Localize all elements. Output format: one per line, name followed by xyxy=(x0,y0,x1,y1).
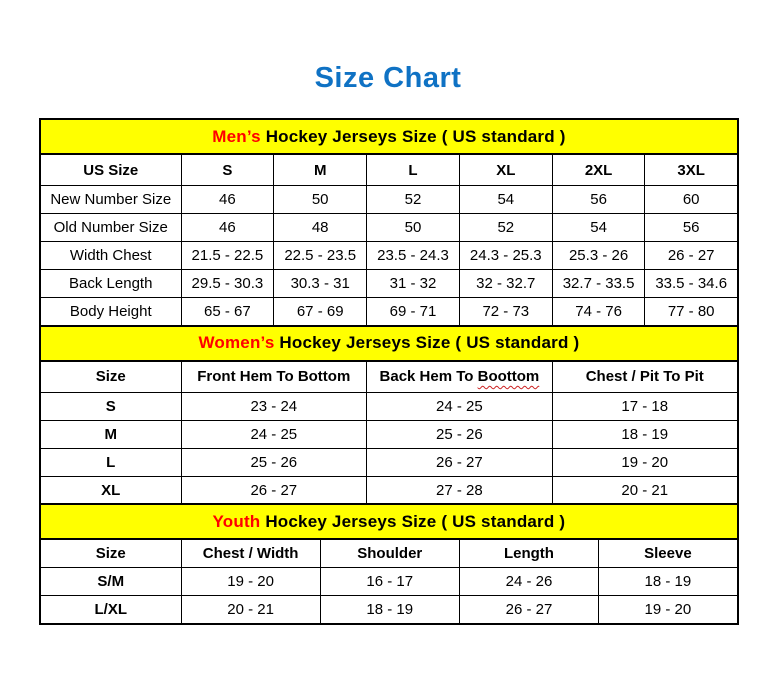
size-value: 27 - 28 xyxy=(367,476,553,505)
womens-size-table xyxy=(39,325,739,506)
size-value: 24.3 - 25.3 xyxy=(459,242,552,270)
size-tables-container xyxy=(39,118,737,625)
size-value: 77 - 80 xyxy=(645,298,738,327)
size-value: 30.3 - 31 xyxy=(274,270,367,298)
row-label: S xyxy=(40,392,181,420)
column-header-back-hem xyxy=(367,361,553,393)
table-row-youth-lxl xyxy=(40,596,738,625)
size-value: 20 - 21 xyxy=(181,596,320,625)
column-header-s: S xyxy=(181,154,274,186)
size-value: 52 xyxy=(367,186,460,214)
column-header-size: Size xyxy=(40,539,181,568)
column-header-m: M xyxy=(274,154,367,186)
row-label: XL xyxy=(40,476,181,505)
mens-section-title-accent: Men’s xyxy=(212,126,261,146)
size-value: 33.5 - 34.6 xyxy=(645,270,738,298)
size-value: 32 - 32.7 xyxy=(459,270,552,298)
size-value: 29.5 - 30.3 xyxy=(181,270,274,298)
youth-section-title xyxy=(40,504,738,539)
table-row-old-number-size xyxy=(40,214,738,242)
back-hem-label-prefix: Back Hem To xyxy=(379,368,478,385)
size-value: 23 - 24 xyxy=(181,392,367,420)
column-header-chest-pit: Chest / Pit To Pit xyxy=(552,361,738,393)
table-row-body-height xyxy=(40,298,738,327)
table-row-women-l xyxy=(40,448,738,476)
column-header-2xl: 2XL xyxy=(552,154,645,186)
size-value: 18 - 19 xyxy=(599,568,738,596)
youth-size-table xyxy=(39,503,739,625)
column-header-shoulder: Shoulder xyxy=(320,539,459,568)
womens-section-title-rest: Hockey Jerseys Size ( US standard ) xyxy=(274,333,580,352)
size-value: 25 - 26 xyxy=(367,420,553,448)
womens-section-header-row xyxy=(40,326,738,361)
row-label: Back Length xyxy=(40,270,181,298)
mens-column-header-row xyxy=(40,154,738,186)
size-value: 25.3 - 26 xyxy=(552,242,645,270)
size-value: 46 xyxy=(181,214,274,242)
size-value: 31 - 32 xyxy=(367,270,460,298)
row-label: L/XL xyxy=(40,596,181,625)
size-value: 65 - 67 xyxy=(181,298,274,327)
table-row-new-number-size xyxy=(40,186,738,214)
mens-section-title-rest: Hockey Jerseys Size ( US standard ) xyxy=(260,126,566,146)
column-header-length: Length xyxy=(459,539,598,568)
youth-section-title-rest: Hockey Jerseys Size ( US standard ) xyxy=(260,511,566,531)
page-title: Size Chart xyxy=(314,62,462,94)
table-row-women-s xyxy=(40,392,738,420)
youth-section-title-accent: Youth xyxy=(212,511,261,531)
size-value: 18 - 19 xyxy=(552,420,738,448)
size-value: 23.5 - 24.3 xyxy=(367,242,460,270)
size-value: 16 - 17 xyxy=(320,568,459,596)
table-row-width-chest xyxy=(40,242,738,270)
size-value: 19 - 20 xyxy=(552,448,738,476)
size-value: 67 - 69 xyxy=(274,298,367,327)
size-value: 54 xyxy=(552,214,645,242)
column-header-front-hem: Front Hem To Bottom xyxy=(181,361,367,393)
row-label: Old Number Size xyxy=(40,214,181,242)
size-value: 19 - 20 xyxy=(181,568,320,596)
row-label: Body Height xyxy=(40,298,181,327)
youth-column-header-row xyxy=(40,539,738,568)
size-value: 52 xyxy=(459,214,552,242)
table-row-women-xl xyxy=(40,476,738,505)
youth-section-header-row xyxy=(40,504,738,539)
size-value: 69 - 71 xyxy=(367,298,460,327)
row-label: S/M xyxy=(40,568,181,596)
column-header-l: L xyxy=(367,154,460,186)
back-hem-misspelled-word: Boottom xyxy=(477,368,540,385)
size-value: 74 - 76 xyxy=(552,298,645,327)
size-value: 50 xyxy=(274,186,367,214)
size-value: 20 - 21 xyxy=(552,476,738,505)
size-value: 26 - 27 xyxy=(645,242,738,270)
row-label: L xyxy=(40,448,181,476)
size-value: 32.7 - 33.5 xyxy=(552,270,645,298)
size-value: 50 xyxy=(367,214,460,242)
size-value: 56 xyxy=(552,186,645,214)
size-value: 26 - 27 xyxy=(367,448,553,476)
mens-section-title xyxy=(40,119,738,154)
mens-size-table xyxy=(39,118,739,327)
size-value: 24 - 26 xyxy=(459,568,598,596)
size-value: 25 - 26 xyxy=(181,448,367,476)
column-header-xl: XL xyxy=(459,154,552,186)
size-value: 72 - 73 xyxy=(459,298,552,327)
table-row-back-length xyxy=(40,270,738,298)
size-value: 21.5 - 22.5 xyxy=(181,242,274,270)
size-value: 26 - 27 xyxy=(459,596,598,625)
size-value: 24 - 25 xyxy=(181,420,367,448)
womens-column-header-row xyxy=(40,361,738,393)
size-value: 26 - 27 xyxy=(181,476,367,505)
size-value: 60 xyxy=(645,186,738,214)
size-value: 48 xyxy=(274,214,367,242)
column-header-sleeve: Sleeve xyxy=(599,539,738,568)
row-label: New Number Size xyxy=(40,186,181,214)
row-label: M xyxy=(40,420,181,448)
mens-section-header-row xyxy=(40,119,738,154)
size-value: 54 xyxy=(459,186,552,214)
size-value: 46 xyxy=(181,186,274,214)
size-value: 22.5 - 23.5 xyxy=(274,242,367,270)
column-header-chest-width: Chest / Width xyxy=(181,539,320,568)
size-value: 56 xyxy=(645,214,738,242)
column-header-us-size: US Size xyxy=(40,154,181,186)
size-value: 19 - 20 xyxy=(599,596,738,625)
womens-section-title xyxy=(40,326,738,361)
row-label: Width Chest xyxy=(40,242,181,270)
table-row-youth-sm xyxy=(40,568,738,596)
column-header-size: Size xyxy=(40,361,181,393)
size-value: 18 - 19 xyxy=(320,596,459,625)
column-header-3xl: 3XL xyxy=(645,154,738,186)
womens-section-title-accent: Women’s xyxy=(198,333,275,352)
size-value: 24 - 25 xyxy=(367,392,553,420)
size-value: 17 - 18 xyxy=(552,392,738,420)
table-row-women-m xyxy=(40,420,738,448)
